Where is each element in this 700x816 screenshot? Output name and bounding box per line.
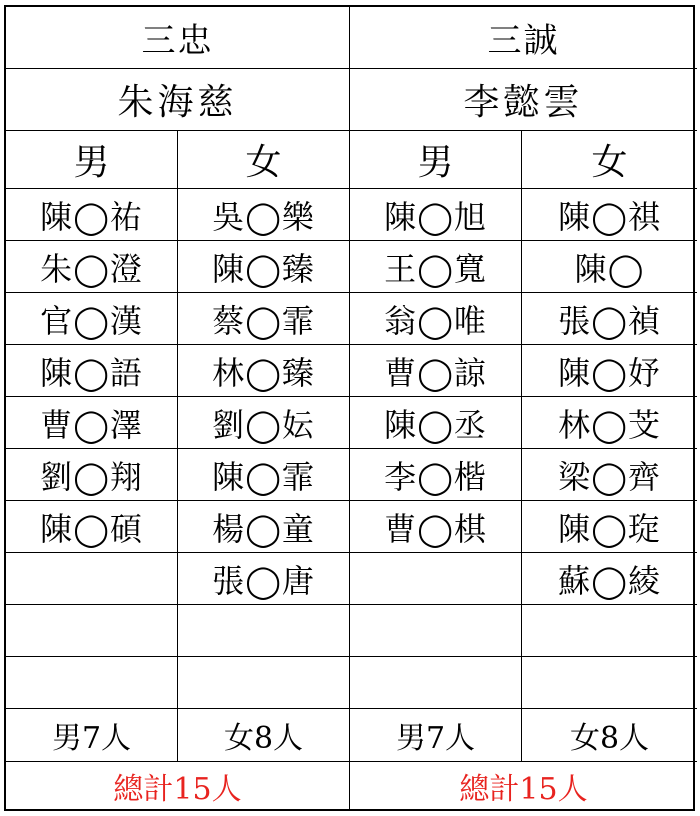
student-name-cell: 林◯臻 <box>178 345 350 397</box>
male-count: 男7人 <box>6 709 178 762</box>
female-column-header: 女 <box>522 131 697 189</box>
student-name-cell: 蔡◯霏 <box>178 293 350 345</box>
class-name: 三忠 <box>6 7 350 69</box>
student-name-cell: 陳◯祺 <box>522 189 697 241</box>
student-name-cell: 陳◯霏 <box>178 449 350 501</box>
student-name-cell: 劉◯妘 <box>178 397 350 449</box>
student-name-cell: 陳◯妤 <box>522 345 697 397</box>
student-name-cell: 陳◯祐 <box>6 189 178 241</box>
student-name-cell <box>6 657 178 709</box>
class-roster-table <box>4 5 695 811</box>
student-name-cell: 陳◯ <box>522 241 697 293</box>
student-name-cell: 陳◯旭 <box>350 189 522 241</box>
class-name: 三誠 <box>350 7 697 69</box>
teacher-name: 李懿雲 <box>350 69 697 131</box>
male-column-header: 男 <box>6 131 178 189</box>
class-total: 總計15人 <box>459 771 588 807</box>
student-name-cell: 王◯寬 <box>350 241 522 293</box>
student-name-cell: 張◯唐 <box>178 553 350 605</box>
student-name-cell: 李◯楷 <box>350 449 522 501</box>
female-count: 女8人 <box>178 709 350 762</box>
student-name-cell: 陳◯丞 <box>350 397 522 449</box>
student-name-cell: 陳◯琁 <box>522 501 697 553</box>
student-name-cell: 梁◯齊 <box>522 449 697 501</box>
student-name-cell: 陳◯臻 <box>178 241 350 293</box>
student-name-cell <box>350 657 522 709</box>
student-name-cell: 陳◯碩 <box>6 501 178 553</box>
male-count: 男7人 <box>350 709 522 762</box>
student-name-cell <box>350 553 522 605</box>
student-name-cell <box>522 657 697 709</box>
female-count: 女8人 <box>522 709 697 762</box>
student-name-cell: 楊◯童 <box>178 501 350 553</box>
student-name-cell: 曹◯棋 <box>350 501 522 553</box>
student-name-cell: 曹◯諒 <box>350 345 522 397</box>
student-name-cell: 陳◯語 <box>6 345 178 397</box>
student-name-cell: 曹◯澤 <box>6 397 178 449</box>
student-name-cell <box>350 605 522 657</box>
student-name-cell: 翁◯唯 <box>350 293 522 345</box>
student-name-cell: 劉◯翔 <box>6 449 178 501</box>
student-name-cell: 朱◯澄 <box>6 241 178 293</box>
student-name-cell <box>6 553 178 605</box>
student-name-cell <box>522 605 697 657</box>
student-name-cell: 官◯漢 <box>6 293 178 345</box>
student-name-cell: 吳◯樂 <box>178 189 350 241</box>
student-name-cell: 張◯禎 <box>522 293 697 345</box>
student-name-cell <box>178 605 350 657</box>
teacher-name: 朱海慈 <box>6 69 350 131</box>
student-name-cell <box>178 657 350 709</box>
student-name-cell: 蘇◯綾 <box>522 553 697 605</box>
student-name-cell: 林◯芠 <box>522 397 697 449</box>
student-name-cell <box>6 605 178 657</box>
class-total: 總計15人 <box>6 762 350 809</box>
male-column-header: 男 <box>350 131 522 189</box>
female-column-header: 女 <box>178 131 350 189</box>
